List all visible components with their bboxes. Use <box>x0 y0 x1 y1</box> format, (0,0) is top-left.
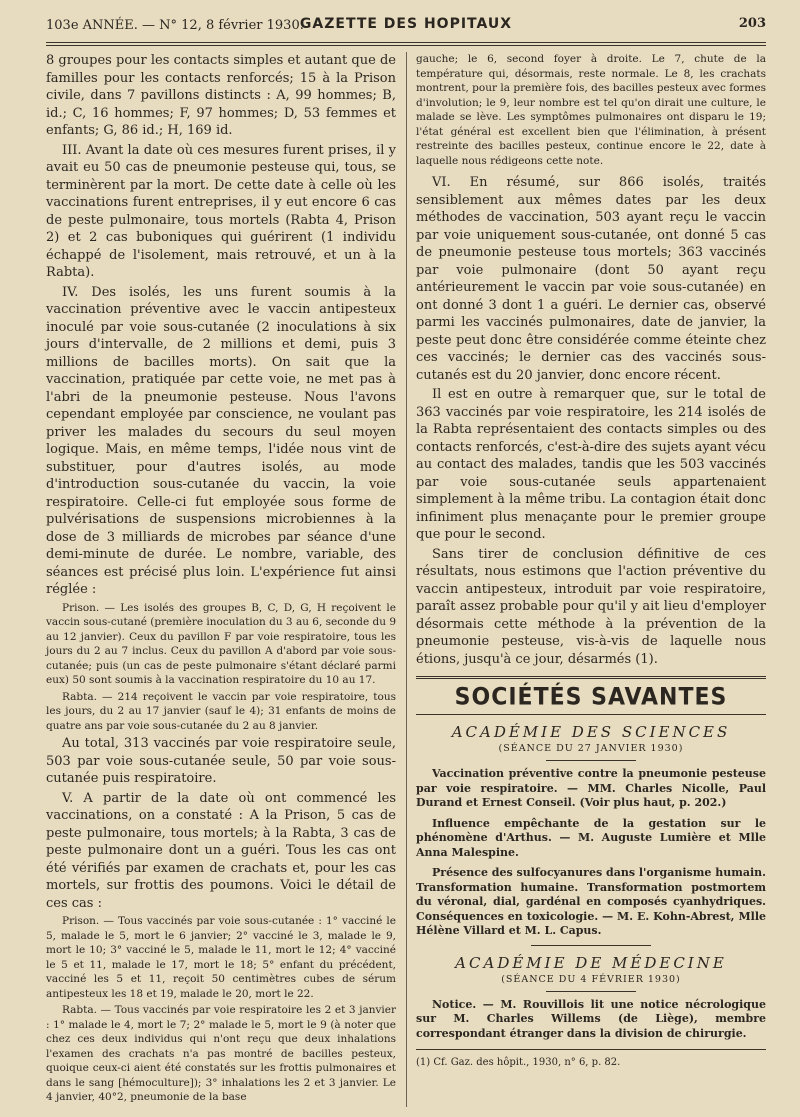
short-rule <box>531 945 651 946</box>
two-column-body <box>46 52 766 1107</box>
resume-label: VI. En résumé, <box>432 175 560 190</box>
paragraph-rabta-cases: Rabta. — Tous vaccinés par voie respiratoire les 2 et 3 janvier : 1° malade le 4, mort le 7; 2° malade le 5, mort le 9 (à noter que chez ces deux individus qui n'ont reçu que deux inhalations l'examen des crachats n'a pas montré de bacilles pesteux, quoique ceux-ci aient été constatés sur les frottis pulmonaires et dans le sang [hémoculture]); 3° inhalations les 2 et 3 janvier. Le 4 janvier, 40°2, pneumonie de la base <box>46 1004 396 1103</box>
medecine-item-1: Notice. — M. Rouvillois lit une notice nécrologique sur M. Charles Willems (de Liège), membre correspondant étranger dans la division de chirurgie. <box>416 997 766 1040</box>
resume-text: sur 866 isolés, traités sensiblement aux mêmes dates par les deux méthodes de vaccination, 503 ayant reçu le vaccin par voie uniquement sous-cutanée, ont donné 5 cas de pneumonie pesteuse tous mortels; 363 vaccinés par voie pulmonaire (dont 50 ayant reçu antérieurement le vaccin par voie sous-cutanée) en ont donné 3 dont 1 a guéri. Le dernier cas, observé parmi les vaccinés pulmonaires, date de janvier, la peste peut donc être considérée comme éteinte chez ces vaccinés; le dernier cas des vaccinés sous-cutanés est du 20 janvier, donc encore récent. <box>416 175 766 383</box>
right-column <box>416 52 766 1107</box>
journal-title: GAZETTE DES HOPITAUX <box>299 16 513 32</box>
paragraph-remarque: Il est en outre à remarquer que, sur le total de 363 vaccinés par voie respiratoire, les 214 isolés de la Rabta représentaient des contacts simples ou des contacts renforcés, c'est-à-dire des sujets ayant vécu au contact des malades, tandis que les 503 vaccinés par voie sous-cutanée seuls appartenaient simplement à la même tribu. La contagion était donc infiniment plus menaçante pour le premier groupe que pour le second. <box>416 387 766 542</box>
paragraph-V: V. A partir de la date où ont commencé les vaccinations, on a constaté : A la Prison, 5 cas de peste pulmonaire, tous mortels; à la Rabta, 3 cas de peste pulmonaire dont un a guéri. Tous les cas ont été vérifiés par examen de crachats et, pour les cas mortels, sur frottis des poumons. Voici le détail de ces cas : <box>46 790 396 911</box>
left-column <box>46 52 396 1107</box>
page-number: 203 <box>738 16 766 31</box>
sciences-item-3: Présence des sulfocyanures dans l'organisme humain. Transformation humaine. Transformation postmortem du véronal, dial, gardénal en composés cyanhydriques. Conséquences en toxicologie. — M. E. Kohn-Abrest, Mlle Hélène Villard et M. L. Capus. <box>416 866 766 937</box>
academie-sciences-seance: (SÉANCE DU 27 JANVIER 1930) <box>498 743 684 754</box>
section-title: SOCIÉTÉS SAVANTES <box>454 683 728 712</box>
paragraph-rabta: Rabta. — 214 reçoivent le vaccin par voie respiratoire, tous les jours, du 2 au 17 janvier (sauf le 4); 31 enfants de moins de quatre ans par voie sous-cutanée du 2 au 8 janvier. <box>46 690 396 732</box>
header-rule <box>46 42 766 46</box>
paragraph-prison: Prison. — Les isolés des groupes B, C, D, G, H reçoivent le vaccin sous-cutané (première inoculation du 3 au 6, seconde du 9 au 12 janvier). Ceux du pavillon F par voie respiratoire, tous les jours du 2 au 7 inclus. Ceux du pavillon A d'abord par voie sous-cutanée; puis (un cas de peste pulmonaire s'étant déclaré parmi eux) 50 sont soumis à la vaccination respiratoire du 10 au 17. <box>46 601 397 686</box>
section-rule-top <box>416 676 766 679</box>
footnote-rule <box>416 1049 766 1050</box>
footnote: (1) Cf. Gaz. des hôpit., 1930, n° 6, p. 82. <box>416 1057 621 1068</box>
short-rule <box>546 760 636 761</box>
page-header <box>46 14 766 38</box>
paragraph-total: Au total, 313 vaccinés par voie respiratoire seule, 503 par voie sous-cutanée seule, 50 par voie sous-cutanée puis respiratoire. <box>46 736 396 786</box>
paragraph-continuation: gauche; le 6, second foyer à droite. Le 7, chute de la température qui, désormais, reste normale. Le 8, les crachats montrent, pour la première fois, des bacilles pesteux avec formes d'involution; le 9, leur nombre est tel qu'on dirait une culture, le malade se lève. Les symptômes pulmonaires ont disparu le 19; l'état général est excellent bien que l'élimination, à présent restreinte des bacilles pesteux, continue encore le 22, date à laquelle nous rédigeons cette note. <box>416 53 766 167</box>
academie-medecine-title: ACADÉMIE DE MÉDECINE <box>455 953 727 972</box>
paragraph-IV: IV. Des isolés, les uns furent soumis à la vaccination préventive avec le vaccin antipesteux inoculé par voie sous-cutanée (2 inoculations à six jours d'intervalle, de 2 millions et demi, puis 3 millions de bacilles morts). On sait que la vaccination, pratiquée par cette voie, ne met pas à l'abri de la pneumonie pesteuse. Nous l'avons cependant employée par conscience, ne voulant pas priver les malades du secours du seul moyen logique. Mais, en même temps, l'idée nous vint de substituer, pour d'autres isolés, au mode d'introduction sous-cutanée du vaccin, la voie respiratoire. Celle-ci fut employée sous forme de pulvérisations de suspensions microbiennes à la dose de 3 milliards de microbes par séance d'une demi-minute de durée. Le nombre, variable, des séances est précisé plus loin. L'expérience fut ainsi réglée : <box>46 284 396 597</box>
issue-info: 103e ANNÉE. — N° 12, 8 février 1930. <box>46 18 304 33</box>
academie-sciences-title: ACADÉMIE DES SCIENCES <box>451 723 731 741</box>
sciences-item-2: Influence empêchante de la gestation sur le phénomène d'Arthus. — M. Auguste Lumière et Mlle Anna Malespine. <box>416 816 766 859</box>
paragraph-intro: 8 groupes pour les contacts simples et autant que de familles pour les contacts renforcés; 15 à la Prison civile, dans 7 pavillons distincts : A, 99 hommes; B, id.; C, 16 hommes; F, 97 hommes; D, 53 femmes et enfants; G, 86 id.; H, 169 id. <box>46 53 396 138</box>
paragraph-conclusion: Sans tirer de conclusion définitive de ces résultats, nous estimons que l'action préventive du vaccin antipesteux, introduit par voie respiratoire, paraît assez probable pour qu'il y ait lieu d'employer désormais cette méthode à la prévention de la pneumonie pesteuse, vis-à-vis de laquelle nous étions, jusqu'à ce jour, désarmés (1). <box>416 546 766 667</box>
paragraph-prison-cases: Prison. — Tous vaccinés par voie sous-cutanée : 1° vacciné le 5, malade le 5, mort le 6 janvier; 2° vacciné le 3, malade le 9, mort le 10; 3° vacciné le 5, malade le 11, mort le 12; 4° vacciné le 5 et 11, malade le 17, mort le 18; 5° enfant du précédent, vacciné les 5 et 11, reçoit 50 centimètres cubes de sérum antipesteux les 18 et 19, malade le 20, mort le 22. <box>46 915 396 1000</box>
academie-medecine-seance: (SÉANCE DU 4 FÉVRIER 1930) <box>501 973 681 985</box>
sciences-item-1: Vaccination préventive contre la pneumonie pesteuse par voie respiratoire. — MM. Charles Nicolle, Paul Durand et Ernest Conseil. (Voir plus haut, p. 202.) <box>416 767 766 809</box>
section-rule-bottom <box>416 714 766 715</box>
short-rule <box>546 991 636 992</box>
paragraph-III: III. Avant la date où ces mesures furent prises, il y avait eu 50 cas de pneumonie pesteuse qui, tous, se terminèrent par la mort. De cette date à celle où les vaccinations furent entreprises, il y eut encore 6 cas de peste pulmonaire, tous mortels (Rabta 4, Prison 2) et 2 cas buboniques qui guérirent (1 individu échappé de l'isolement, mais retrouvé, et un à la Rabta). <box>46 142 396 280</box>
paragraph-VI <box>416 174 766 384</box>
